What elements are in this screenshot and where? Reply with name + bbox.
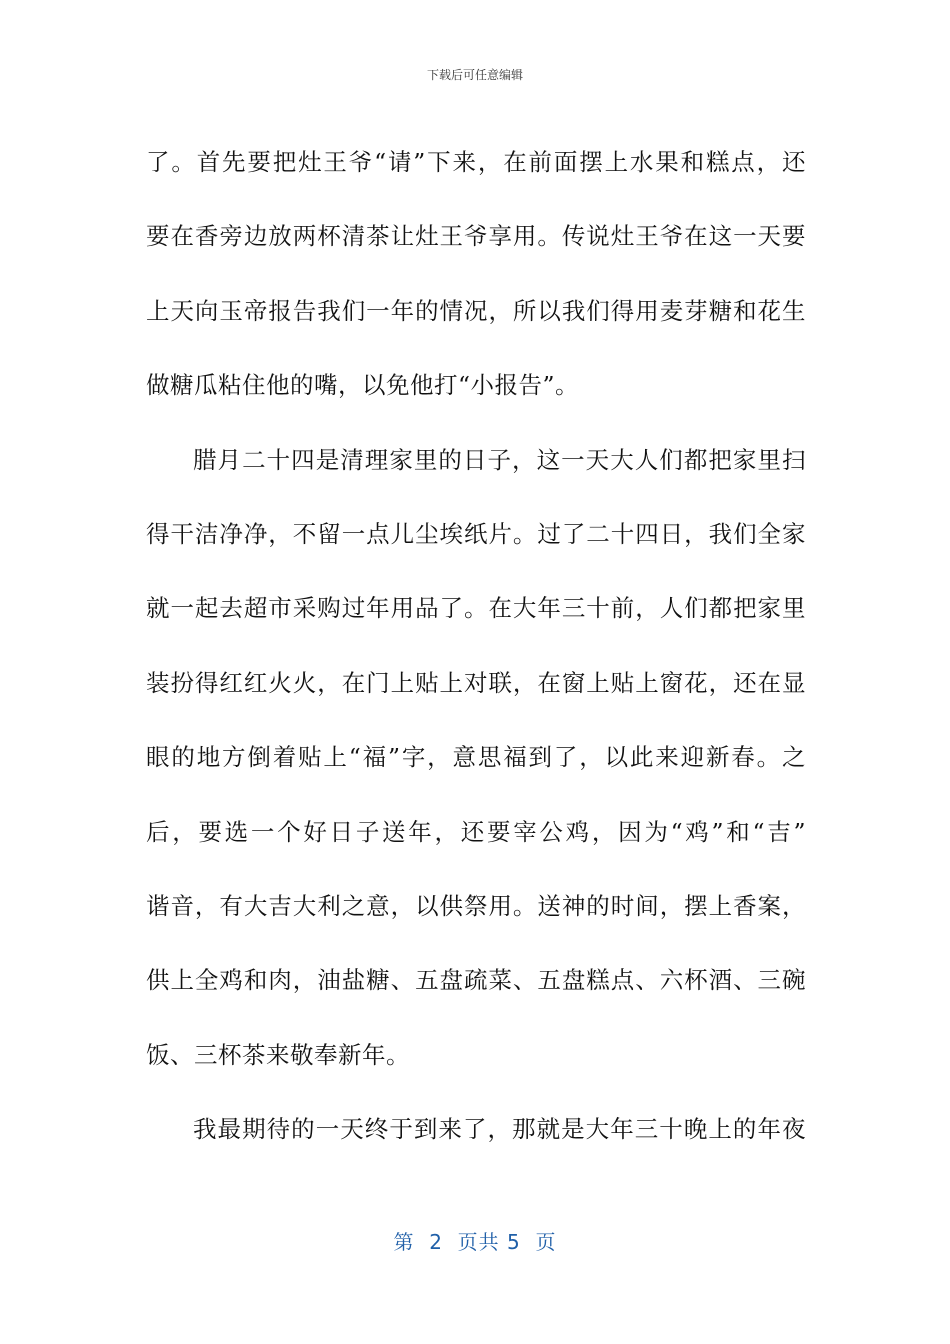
document-body (146, 125, 806, 1166)
text-line: 腊月二十四是清理家里的日子，这一天大人们都把家里扫 (193, 445, 806, 474)
text-line: 要在香旁边放两杯清茶让灶王爷享用。传说灶王爷在这一天要 (146, 222, 806, 251)
text-line: 供上全鸡和肉，油盐糖、五盘疏菜、五盘糕点、六杯酒、三碗 (146, 966, 806, 995)
text-line: 装扮得红红火火，在门上贴上对联，在窗上贴上窗花，还在显 (146, 668, 806, 697)
text-line: 上天向玉帝报告我们一年的情况，所以我们得用麦芽糖和花生 (146, 296, 806, 325)
text-line: 谐音，有大吉大利之意，以供祭用。送神的时间，摆上香案， (146, 891, 806, 920)
text-line: 得干洁净净，不留一点儿尘埃纸片。过了二十四日，我们全家 (146, 519, 806, 548)
text-line: 后，要选一个好日子送年，还要宰公鸡，因为“鸡”和“吉” (146, 817, 806, 846)
page-number (0, 1226, 950, 1255)
text-line: 做糖瓜粘住他的嘴，以免他打“小报告”。 (146, 371, 580, 400)
text-line: 眼的地方倒着贴上“福”字，意思福到了，以此来迎新春。之 (146, 743, 806, 772)
text-line: 就一起去超市采购过年用品了。在大年三十前，人们都把家里 (146, 594, 806, 623)
text-line: 我最期待的一天终于到来了，那就是大年三十晚上的年夜 (193, 1115, 806, 1144)
text-line: 了。首先要把灶王爷“请”下来，在前面摆上水果和糕点，还 (146, 148, 806, 176)
page-number-text: 第 2 页共 5 页 (393, 1230, 557, 1254)
text-line: 饭、三杯茶来敬奉新年。 (146, 1040, 410, 1069)
header-note: 下载后可任意编辑 (426, 68, 523, 82)
